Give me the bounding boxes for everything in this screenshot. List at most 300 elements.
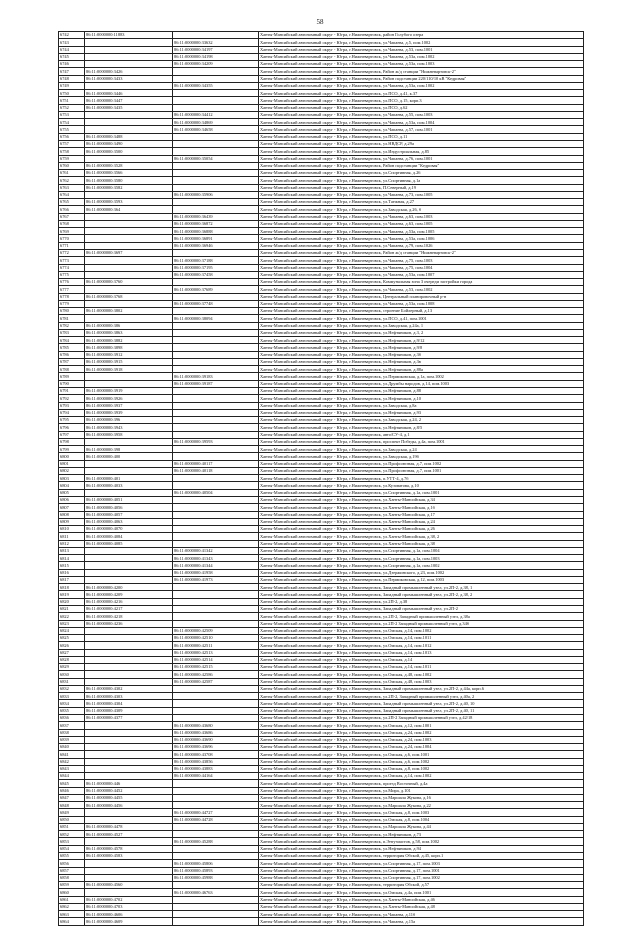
cell-address: Ханты-Мансийский автономный округ - Югра, г.Нижневартовск, проезд Восточный, д.4а [259,780,584,787]
cell-address: Ханты-Мансийский автономный округ - Югра, г.Нижневартовск, ул.Омская, д.8, пом.1003 [259,809,584,816]
cell-address: Ханты-Мансийский автономный округ - Югра, г.Нижневартовск, Западный промышленный узел, ул.2П-2, д.40, 11 [259,707,584,714]
cell-row-number: 6746 [59,61,85,68]
cell-cadastral-number-building: 86:11:0000000:42510 [173,635,259,642]
cell-row-number: 6796 [59,424,85,431]
table-row [59,90,584,97]
cell-cadastral-number-building [173,504,259,511]
cell-row-number: 6786 [59,351,85,358]
cell-address: Ханты-Мансийский автономный округ - Югра, г.Нижневартовск, ул.Нефтяников, д.3в [259,358,584,365]
cell-cadastral-number-building [173,584,259,591]
cell-row-number: 6814 [59,555,85,562]
cell-address: Ханты-Мансийский автономный округ - Югра, г.Нижневартовск, ул.Спортивная, д.17, пом.1002 [259,874,584,881]
cell-cadastral-number-building: 86:11:0000000:42586 [173,671,259,678]
cell-address: Ханты-Мансийский автономный округ - Югра, г.Нижневартовск, ул.ПСО, д.11 [259,133,584,140]
cell-address: Ханты-Мансийский автономный округ - Югра, г.Нижневартовск, ул.2П-2, д.38 [259,598,584,605]
cell-cadastral-number-building [173,707,259,714]
cell-address: Ханты-Мансийский автономный округ - Югра, г.Нижневартовск, ул.Маршала Жукова, д.22 [259,802,584,809]
table-row [59,46,584,53]
cell-cadastral-number-building [173,700,259,707]
cell-row-number: 6835 [59,707,85,714]
cell-cadastral-number-land [85,816,173,823]
cell-cadastral-number-building [173,453,259,460]
cell-address: Ханты-Мансийский автономный округ - Югра, г.Нижневартовск, ул.Омская, д.8, пом.1004 [259,816,584,823]
cell-cadastral-number-building [173,431,259,438]
cell-cadastral-number-land: 86:11:0000000:4236 [85,620,173,627]
cell-cadastral-number-land: 86:11:0000000:3919 [85,388,173,395]
cell-row-number: 6752 [59,104,85,111]
cell-cadastral-number-building: 86:11:0000000:43690 [173,736,259,743]
table-row [59,882,584,889]
table-row [59,257,584,264]
cell-address: Ханты-Мансийский автономный округ - Югра, г.Нижневартовск, проспект Победы, д.4а, пом.1001 [259,438,584,445]
table-row [59,533,584,540]
table-row [59,177,584,184]
cell-row-number: 6798 [59,438,85,445]
cell-cadastral-number-land: 86:11:0000000:3580 [85,177,173,184]
table-row [59,874,584,881]
cell-row-number: 6744 [59,46,85,53]
cell-row-number: 6771 [59,242,85,249]
table-row [59,300,584,307]
table-row [59,562,584,569]
table-row [59,61,584,68]
cell-cadastral-number-land [85,562,173,569]
table-row [59,380,584,387]
cell-row-number: 6821 [59,605,85,612]
table-row [59,199,584,206]
cell-row-number: 6823 [59,620,85,627]
cell-cadastral-number-building: 86:11:0000000:44164 [173,773,259,780]
cell-row-number: 6858 [59,874,85,881]
cell-cadastral-number-land [85,547,173,554]
cell-row-number: 6820 [59,598,85,605]
cell-row-number: 6816 [59,569,85,576]
cell-cadastral-number-land: 86:11:0000000:3446 [85,90,173,97]
cell-cadastral-number-building [173,482,259,489]
cell-cadastral-number-building [173,475,259,482]
cell-address: Ханты-Мансийский автономный округ - Югра, г.Нижневартовск, ул.Заводская, д.24 [259,446,584,453]
cell-cadastral-number-building [173,337,259,344]
cell-row-number: 6856 [59,860,85,867]
cell-cadastral-number-building [173,293,259,300]
cell-cadastral-number-building [173,518,259,525]
table-row [59,417,584,424]
cell-row-number: 6834 [59,700,85,707]
cell-cadastral-number-building [173,358,259,365]
table-row [59,467,584,474]
cell-row-number: 6757 [59,140,85,147]
cell-cadastral-number-building [173,140,259,147]
cell-address: Ханты-Мансийский автономный округ - Югра, г.Нижневартовск, ул.Омская, д.6, пом.1002 [259,758,584,765]
cell-address: Ханты-Мансийский автономный округ - Югра, г.Нижневартовск, ул.Омская, д.14, пом.1011 [259,664,584,671]
cell-address: Ханты-Мансийский автономный округ - Югра, г.Нижневартовск, ул.Чапаева, д.15а [259,918,584,925]
cell-address: Ханты-Мансийский автономный округ - Югра, г.Нижневартовск, ул.Чапаева, д.63, пом.1005 [259,220,584,227]
cell-address: Ханты-Мансийский автономный округ - Югра, г.Нижневартовск, ул.Нефтяников, д.9/12 [259,337,584,344]
table-row [59,649,584,656]
cell-row-number: 6756 [59,133,85,140]
registry-table-body [59,32,584,926]
table-row [59,402,584,409]
cell-address: Ханты-Мансийский автономный округ - Югра, г.Нижневартовск, ул.Дружбы народов, д.14, пом.1003 [259,380,584,387]
cell-address: Ханты-Мансийский автономный округ - Югра, г.Нижневартовск, ул.Спортивная, д.1а, пом.1004 [259,547,584,554]
cell-address: Ханты-Мансийский автономный округ - Югра, г.Нижневартовск, ул.Чапаева, д.75, пом.1003 [259,257,584,264]
cell-cadastral-number-building: 86:11:0000000:40504 [173,489,259,496]
cell-cadastral-number-land [85,467,173,474]
cell-address: Ханты-Мансийский автономный округ - Югра, г.Нижневартовск, ул.Дзержинского, д.23, пом.1002 [259,569,584,576]
cell-row-number: 6760 [59,162,85,169]
cell-cadastral-number-building: 86:11:0000000:41958 [173,569,259,576]
cell-row-number: 6833 [59,693,85,700]
cell-cadastral-number-building: 86:11:0000000:42509 [173,627,259,634]
cell-cadastral-number-land: 86:11:0000000:3863 [85,329,173,336]
table-row [59,388,584,395]
cell-row-number: 6763 [59,184,85,191]
cell-cadastral-number-land: 86:11:0000000:3435 [85,104,173,111]
cell-cadastral-number-land [85,39,173,46]
table-row [59,758,584,765]
cell-row-number: 6806 [59,497,85,504]
table-row [59,119,584,126]
cell-cadastral-number-building: 86:11:0000000:39593 [173,438,259,445]
table-row [59,605,584,612]
cell-row-number: 6790 [59,380,85,387]
cell-cadastral-number-building [173,395,259,402]
cell-row-number: 6755 [59,126,85,133]
cell-cadastral-number-land [85,773,173,780]
cell-address: Ханты-Мансийский автономный округ - Югра, г.Нижневартовск, ул.Чапаева, д.5, пом.1002 [259,39,584,46]
cell-cadastral-number-building: 86:11:0000000:46763 [173,889,259,896]
cell-row-number: 6838 [59,729,85,736]
cell-cadastral-number-land: 86:11:0000000:386 [85,322,173,329]
cell-cadastral-number-building: 86:11:0000000:37195 [173,264,259,271]
cell-cadastral-number-land: 86:11:0000000:4303 [85,693,173,700]
cell-row-number: 6815 [59,562,85,569]
cell-cadastral-number-building [173,402,259,409]
cell-cadastral-number-land: 86:11:0000000:3768 [85,293,173,300]
cell-cadastral-number-land [85,220,173,227]
cell-cadastral-number-building: 86:11:0000000:36439 [173,213,259,220]
registry-table [58,31,584,926]
table-row [59,678,584,685]
table-row [59,249,584,256]
table-row [59,707,584,714]
table-row [59,773,584,780]
cell-address: Ханты-Мансийский автономный округ - Югра, г.Нижневартовск, ул.Пермиковская, д.12, пом.1003 [259,576,584,583]
cell-cadastral-number-building [173,75,259,82]
cell-cadastral-number-building: 86:11:0000000:41973 [173,576,259,583]
cell-cadastral-number-land [85,380,173,387]
cell-cadastral-number-land [85,235,173,242]
cell-cadastral-number-building: 86:11:0000000:45893 [173,867,259,874]
cell-address: Ханты-Мансийский автономный округ - Югра, г.Нижневартовск, ул.Спортивная, д.1а, пом.1002 [259,562,584,569]
cell-address: Ханты-Мансийский автономный округ - Югра, г.Нижневартовск, территория Обской, д.57 [259,882,584,889]
cell-address: Ханты-Мансийский автономный округ - Югра, г.Нижневартовск, ул.Чапаева, д.53а, пом.1003 [259,61,584,68]
cell-address: Ханты-Мансийский автономный округ - Югра, г.Нижневартовск, ул.Омская, д.12, пом.1001 [259,722,584,729]
table-row [59,714,584,721]
cell-row-number: 6766 [59,206,85,213]
cell-cadastral-number-building: 86:11:0000000:36891 [173,235,259,242]
cell-cadastral-number-land [85,61,173,68]
cell-address: Ханты-Мансийский автономный округ - Югра, г.Нижневартовск, ул.Заводская, д.24, 2 [259,417,584,424]
cell-address: Ханты-Мансийский автономный округ - Югра, г.Нижневартовск, ул.Нефтяников, д.3, 2 [259,329,584,336]
table-row [59,126,584,133]
cell-cadastral-number-building [173,882,259,889]
cell-cadastral-number-building: 86:11:0000000:41344 [173,562,259,569]
cell-address: Ханты-Мансийский автономный округ - Югра, г.Нижневартовск, ул.Заводская, д.24а, 1 [259,322,584,329]
cell-cadastral-number-building [173,424,259,431]
cell-row-number: 6841 [59,751,85,758]
cell-cadastral-number-land: 86:11:0000000:4217 [85,605,173,612]
cell-cadastral-number-land: 86:11:0000000:4609 [85,918,173,925]
cell-cadastral-number-land [85,664,173,671]
cell-row-number: 6832 [59,685,85,692]
cell-cadastral-number-building: 86:11:0000000:39187 [173,380,259,387]
cell-cadastral-number-building [173,526,259,533]
cell-cadastral-number-land: 86:11:0000000:4085 [85,540,173,547]
cell-cadastral-number-land: 86:11:0000000:3488 [85,133,173,140]
cell-cadastral-number-building [173,322,259,329]
cell-address: Ханты-Мансийский автономный округ - Югра, г.Нижневартовск, ул.Кузоватова, д.10 [259,482,584,489]
table-row [59,191,584,198]
cell-row-number: 6797 [59,431,85,438]
registry-table-wrapper [58,31,583,926]
cell-row-number: 6831 [59,678,85,685]
cell-address: Ханты-Мансийский автономный округ - Югра, г.Нижневартовск, Западный промышленный узел, ул.2П-2, д.44а, корп.6 [259,685,584,692]
cell-address: Ханты-Мансийский автономный округ - Югра, г.Нижневартовск, ул.Ханты-Мансийская, д.17 [259,511,584,518]
table-row [59,693,584,700]
cell-cadastral-number-building [173,351,259,358]
cell-cadastral-number-building [173,170,259,177]
cell-row-number: 6848 [59,802,85,809]
cell-cadastral-number-building [173,918,259,925]
cell-cadastral-number-land: 86:11:0000000:3566 [85,170,173,177]
cell-address: Ханты-Мансийский автономный округ - Югра, г.Нижневартовск, ул.2П-2 Западный промышленный узел, д.42/18 [259,714,584,721]
cell-row-number: 6853 [59,838,85,845]
cell-cadastral-number-land: 86:11:0000000:3882 [85,337,173,344]
cell-cadastral-number-land: 86:11:0000000:4084 [85,533,173,540]
cell-row-number: 6852 [59,831,85,838]
table-row [59,133,584,140]
table-row [59,555,584,562]
table-row [59,366,584,373]
cell-cadastral-number-land [85,460,173,467]
cell-cadastral-number-land: 86:11:0000000:4478 [85,823,173,830]
table-row [59,794,584,801]
cell-row-number: 6802 [59,467,85,474]
cell-cadastral-number-building: 86:11:0000000:35054 [173,155,259,162]
cell-row-number: 6813 [59,547,85,554]
cell-row-number: 6859 [59,882,85,889]
table-row [59,671,584,678]
cell-row-number: 6783 [59,329,85,336]
cell-cadastral-number-building [173,853,259,860]
cell-row-number: 6837 [59,722,85,729]
cell-cadastral-number-building [173,177,259,184]
cell-address: Ханты-Мансийский автономный округ - Югра, г.Нижневартовск, п.Энтузиастов, д.58, пом.1002 [259,838,584,845]
table-row [59,613,584,620]
cell-cadastral-number-building [173,184,259,191]
cell-cadastral-number-building [173,787,259,794]
cell-cadastral-number-building: 86:11:0000000:37748 [173,300,259,307]
cell-row-number: 6818 [59,584,85,591]
cell-address: Ханты-Мансийский автономный округ - Югра, г.Нижневартовск, ул.Чапаева, д.53, пом.1002 [259,286,584,293]
cell-address: Ханты-Мансийский автономный округ - Югра, г.Нижневартовск, ул.Омская, д.14 [259,656,584,663]
cell-cadastral-number-land [85,264,173,271]
cell-row-number: 6762 [59,177,85,184]
cell-cadastral-number-building [173,388,259,395]
table-row [59,584,584,591]
cell-address: Ханты-Мансийский автономный округ - Югра, г.Нижневартовск, ул.Омская, д.48, пом.1003 [259,678,584,685]
cell-cadastral-number-building [173,896,259,903]
cell-address: Ханты-Мансийский автономный округ - Югра, г.Нижневартовск, территория Обской, д.45, корп.1 [259,853,584,860]
table-row [59,293,584,300]
cell-row-number: 6804 [59,482,85,489]
table-row [59,664,584,671]
cell-address: Ханты-Мансийский автономный округ - Югра, г.Нижневартовск, ул.2П-2, Западный промышленный узел, д.40а, 2 [259,693,584,700]
cell-cadastral-number-land: 86:11:0000000:364 [85,206,173,213]
cell-address: Ханты-Мансийский автономный округ - Югра, г.Нижневартовск, ул.Чапаева, д.53а, пом.1005 [259,228,584,235]
cell-address: Ханты-Мансийский автономный округ - Югра, г.Нижневартовск, ул.Ханты-Мансийская, д.24 [259,518,584,525]
cell-cadastral-number-land: 86:11:0000000:4583 [85,853,173,860]
cell-cadastral-number-building [173,605,259,612]
cell-address: Ханты-Мансийский автономный округ - Югра, г.Нижневартовск, ул.Омская, д.24, пом.1002 [259,729,584,736]
cell-cadastral-number-land [85,751,173,758]
cell-address: Ханты-Мансийский автономный округ - Югра, г.Нижневартовск, ул.Нефтяников, д.3б [259,351,584,358]
table-row [59,475,584,482]
table-row [59,838,584,845]
cell-cadastral-number-building: 86:11:0000000:43856 [173,758,259,765]
cell-row-number: 6830 [59,671,85,678]
table-row [59,635,584,642]
cell-address: Ханты-Мансийский автономный округ - Югра, г.Нижневартовск, ул.Омская, д.14, пом.1011 [259,635,584,642]
cell-cadastral-number-land [85,860,173,867]
table-row [59,700,584,707]
cell-row-number: 6754 [59,119,85,126]
cell-row-number: 6864 [59,918,85,925]
cell-cadastral-number-building: 86:11:0000000:40118 [173,467,259,474]
cell-row-number: 6803 [59,475,85,482]
cell-cadastral-number-building [173,279,259,286]
table-row [59,518,584,525]
cell-cadastral-number-land: 86:11:0000000:4051 [85,497,173,504]
table-row [59,816,584,823]
cell-cadastral-number-building [173,540,259,547]
cell-cadastral-number-building [173,620,259,627]
cell-row-number: 6800 [59,453,85,460]
cell-cadastral-number-land: 86:11:0000000:446 [85,780,173,787]
cell-address: Ханты-Мансийский автономный округ - Югра, г.Нижневартовск, Западный промышленный узел, ул.2П-2 [259,605,584,612]
cell-cadastral-number-building [173,598,259,605]
cell-cadastral-number-building: 86:11:0000000:40117 [173,460,259,467]
cell-address: Ханты-Мансийский автономный округ - Югра, г.Нижневартовск, П.Северный, д.19 [259,184,584,191]
table-row [59,104,584,111]
table-row [59,744,584,751]
cell-row-number: 6745 [59,53,85,60]
cell-cadastral-number-land [85,569,173,576]
cell-row-number: 6809 [59,518,85,525]
cell-row-number: 6844 [59,773,85,780]
cell-row-number: 6862 [59,903,85,910]
cell-row-number: 6860 [59,889,85,896]
cell-cadastral-number-land [85,315,173,322]
cell-row-number: 6822 [59,613,85,620]
cell-cadastral-number-land [85,373,173,380]
cell-cadastral-number-land: 86:11:0000000:3582 [85,184,173,191]
cell-cadastral-number-land: 86:11:0000000:4063 [85,518,173,525]
cell-address: Ханты-Мансийский автономный округ - Югра, г.Нижневартовск, ул.НВДСР, д.29а [259,140,584,147]
table-row [59,170,584,177]
cell-row-number: 6824 [59,627,85,634]
cell-cadastral-number-land: 86:11:0000000:4302 [85,685,173,692]
cell-cadastral-number-land [85,838,173,845]
cell-row-number: 6810 [59,526,85,533]
cell-address: Ханты-Мансийский автономный округ - Югра, г.Нижневартовск, строение Бойлерный, д.13 [259,308,584,315]
cell-cadastral-number-land: 86:11:0000000:3943 [85,424,173,431]
cell-address: Ханты-Мансийский автономный округ - Югра, г.Нижневартовск, ул.Омская, д.6, пом.1001 [259,751,584,758]
cell-cadastral-number-building [173,329,259,336]
cell-cadastral-number-land [85,765,173,772]
table-row [59,373,584,380]
cell-cadastral-number-land: 86:11:0000000:4703 [85,903,173,910]
cell-address: Ханты-Мансийский автономный округ - Югра, г.Нижневартовск, ул.Ханты-Мансийская, д.34 [259,497,584,504]
cell-cadastral-number-building: 86:11:0000000:34197 [173,46,259,53]
cell-row-number: 6742 [59,32,85,39]
cell-cadastral-number-building [173,162,259,169]
table-row [59,242,584,249]
cell-cadastral-number-land: 86:11:0000000:4578 [85,845,173,852]
table-row [59,489,584,496]
cell-address: Ханты-Мансийский автономный округ - Югра, г.Нижневартовск, ул.Нефтяников, д.94 [259,845,584,852]
cell-cadastral-number-land: 86:11:0000000:3939 [85,409,173,416]
cell-address: Ханты-Мансийский автономный округ - Югра, г.Нижневартовск, ул.Спортивная, д.17, пом.1003 [259,860,584,867]
cell-row-number: 6861 [59,896,85,903]
cell-row-number: 6808 [59,511,85,518]
table-row [59,409,584,416]
cell-cadastral-number-land: 86:11:0000000:4304 [85,700,173,707]
cell-cadastral-number-building [173,199,259,206]
cell-row-number: 6840 [59,744,85,751]
table-row [59,591,584,598]
cell-address: Ханты-Мансийский автономный округ - Югра, г.Нижневартовск, Район ж/д станции "Нижневартовск-2" [259,249,584,256]
cell-cadastral-number-building: 86:11:0000000:34198 [173,53,259,60]
table-row [59,286,584,293]
cell-cadastral-number-building: 86:11:0000000:44727 [173,809,259,816]
cell-cadastral-number-land: 86:11:0000000:4702 [85,896,173,903]
cell-cadastral-number-building: 86:11:0000000:34209 [173,61,259,68]
cell-address: Ханты-Мансийский автономный округ - Югра, г.Нижневартовск, Район подстанции "Кедровая" [259,162,584,169]
cell-cadastral-number-building [173,823,259,830]
cell-cadastral-number-land: 86:11:0000000:3898 [85,344,173,351]
cell-address: Ханты-Мансийский автономный округ - Югра, г.Нижневартовск, ул.ПСО, д.41, пом.1001 [259,315,584,322]
cell-address: Ханты-Мансийский автономный округ - Югра, г.Нижневартовск, ул.Спортивная, д.1а, пом.1003 [259,555,584,562]
cell-cadastral-number-land [85,635,173,642]
cell-row-number: 6826 [59,642,85,649]
cell-row-number: 6819 [59,591,85,598]
table-row [59,823,584,830]
table-row [59,264,584,271]
cell-address: Ханты-Мансийский автономный округ - Югра, г.Нижневартовск, ул.Спортивная, д.26 [259,170,584,177]
cell-cadastral-number-building [173,591,259,598]
table-row [59,627,584,634]
cell-cadastral-number-land: 86:11:0000000:3433 [85,75,173,82]
cell-cadastral-number-land [85,744,173,751]
cell-address: Ханты-Мансийский автономный округ - Югра, г.Нижневартовск, ул.Заводская, д.19б [259,453,584,460]
cell-row-number: 6829 [59,664,85,671]
cell-cadastral-number-land [85,82,173,89]
cell-row-number: 6749 [59,82,85,89]
table-row [59,32,584,39]
cell-cadastral-number-land: 86:11:0000000:3926 [85,395,173,402]
